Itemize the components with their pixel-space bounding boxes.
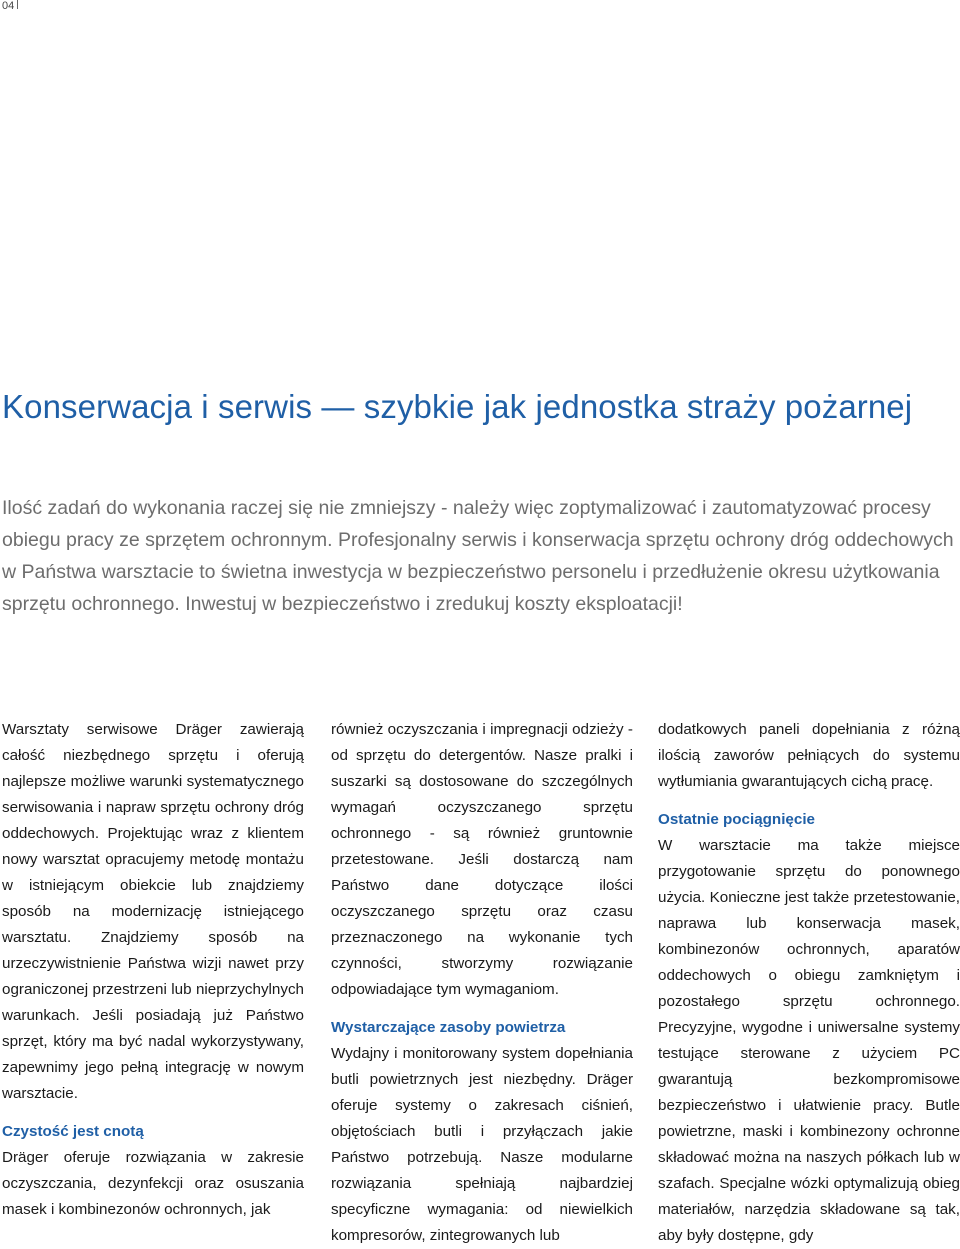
text-column-2: [331, 717, 633, 1249]
paragraph-air-supply: Wydajny i monitorowany system dopełniania butli powietrznych jest niezbędny. Dräger oferuje systemy o zakresach ciśnień, objętościach butli i przyłączach jakie Państwo potrzebują. Nasze modularne rozwiązania spełniają najbardziej specyficzne wymagania: od niewielkich kompresorów, zintegrowanych lub: [331, 1045, 633, 1244]
heading-final-touch: Ostatnie pociągnięcie: [658, 811, 815, 828]
page-number-divider: [17, 0, 18, 9]
intro-paragraph: Ilość zadań do wykonania raczej się nie zmniejszy - należy więc zoptymalizować i zautomatyzować procesy obiegu pracy ze sprzętem ochronnym. Profesjonalny serwis i konserwacja sprzętu ochrony dróg oddechowych w Państwa warsztacie to świetna inwestycja w bezpieczeństwo personelu i przedłużenie okresu użytkowania sprzętu ochronnego. Inwestuj w bezpieczeństwo i zredukuj koszty eksploatacji!: [2, 497, 954, 615]
paragraph-cleaning: Dräger oferuje rozwiązania w zakresie oczyszczania, dezynfekcji oraz osuszania masek i kombinezonów ochronnych, jak: [2, 1149, 304, 1218]
paragraph-cleaning-continued: również oczyszczania i impregnacji odzieży - od sprzętu do detergentów. Nasze pralki i suszarki są dostosowane do szczególnych wymagań oczyszczanego sprzętu ochronnego - są również gruntownie przetestowane. Jeśli dostarczą nam Państwo dane dotyczące ilości oczyszczanego sprzętu oraz czasu przeznaczonego na wykonanie tych czynności, stworzymy rozwiązanie odpowiadające tym wymaganiom.: [331, 721, 633, 998]
page-title: Konserwacja i serwis — szybkie jak jednostka straży pożarnej: [2, 388, 913, 425]
paragraph-workshops: Warsztaty serwisowe Dräger zawierają całość niezbędnego sprzętu i oferują najlepsze możliwe warunki systematycznego serwisowania i napraw sprzętu ochrony dróg oddechowych. Projektując wraz z klientem nowy warsztat opracujemy metodę montażu w istniejącym obiekcie lub znajdziemy sposób na modernizację istniejącego warsztatu. Znajdziemy sposób na urzeczywistnienie Państwa wizji nawet przy ograniczonej przestrzeni lub nieprzychylnych warunkach. Jeśli posiadają już Państwo sprzęt, który ma być nadal wykorzystywany, zapewnimy jego pełną integrację w nowym warsztacie.: [2, 721, 304, 1102]
text-column-3: [658, 717, 960, 1249]
paragraph-final-touch: W warsztacie ma także miejsce przygotowanie sprzętu do ponownego użycia. Konieczne jest także przetestowanie, naprawa lub konserwacja masek, kombinezonów ochronnych, aparatów oddechowych o obiegu zamkniętym i pozostałego sprzętu ochronnego. Precyzyjne, wygodne i uniwersalne systemy testujące sterowane z użyciem PC gwarantują bezkompromisowe bezpieczeństwo i ułatwienie pracy. Butle powietrzne, maski i kombinezony ochronne składować można na naszych półkach lub w szafach. Specjalne wózki optymalizują obieg materiałów, narzędzia składowane są tak, aby były dostępne, gdy: [658, 837, 960, 1244]
text-column-1: [2, 717, 304, 1223]
paragraph-air-supply-continued: dodatkowych paneli dopełniania z różną ilością zaworów pełniących do systemu wytłumiania gwarantujących cichą pracę.: [658, 721, 960, 790]
heading-air-supply: Wystarczające zasoby powietrza: [331, 1019, 566, 1036]
page-number: 04: [2, 0, 15, 12]
heading-cleanliness: Czystość jest cnotą: [2, 1123, 144, 1140]
